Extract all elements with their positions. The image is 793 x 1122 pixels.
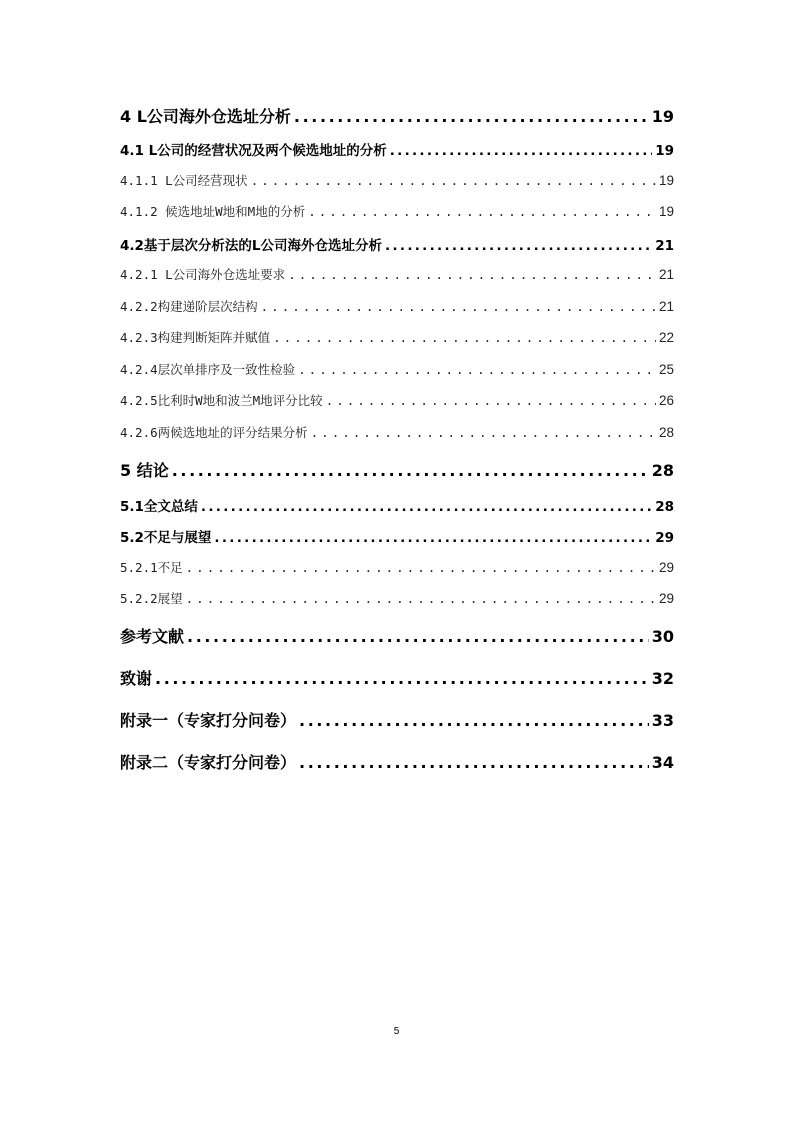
- toc-leader-dots: [390, 143, 652, 159]
- toc-entry-page: 32: [651, 669, 674, 688]
- toc-leader-dots: [308, 204, 656, 219]
- toc-entry-section-5-2-2[interactable]: [120, 589, 674, 610]
- toc-entry-title: 4.2.5比利时W地和波兰M地评分比较: [120, 393, 323, 408]
- toc-entry-acknowledgements[interactable]: [120, 666, 674, 691]
- toc-entry-page: 29: [658, 591, 674, 606]
- toc-entry-page: 28: [651, 460, 674, 480]
- toc-entry-section-5-2-1[interactable]: [120, 558, 674, 579]
- toc-entry-title: 4.2.2构建递阶层次结构: [120, 298, 258, 314]
- toc-entry-section-4-1-1[interactable]: [120, 171, 674, 192]
- toc-entry-page: 19: [658, 204, 674, 219]
- toc-leader-dots: [288, 267, 656, 282]
- toc-entry-section-4-2-2[interactable]: [120, 297, 674, 318]
- toc-leader-dots: [214, 530, 652, 546]
- toc-entry-page: 19: [655, 143, 674, 159]
- toc-leader-dots: [299, 711, 649, 730]
- toc-entry-title: 4.1.1 L公司经营现状: [120, 172, 248, 188]
- page-number: 5: [393, 1026, 400, 1037]
- toc-entry-title: 致谢: [120, 669, 153, 688]
- toc-entry-title: 附录一（专家打分问卷）: [120, 711, 297, 730]
- toc-entry-page: 28: [658, 424, 674, 440]
- toc-entry-title: 5 结论: [120, 460, 169, 480]
- toc-entry-chapter-5[interactable]: [120, 458, 674, 483]
- toc-leader-dots: [385, 238, 652, 254]
- toc-entry-appendix-1[interactable]: [120, 708, 674, 733]
- toc-entry-title: 附录二（专家打分问卷）: [120, 753, 297, 772]
- toc-leader-dots: [172, 461, 649, 480]
- toc-leader-dots: [273, 330, 656, 345]
- toc-entry-page: 30: [651, 627, 674, 646]
- toc-entry-title: 4.1 L公司的经营状况及两个候选地址的分析: [120, 143, 387, 159]
- toc-entry-chapter-4[interactable]: [120, 104, 674, 129]
- toc-entry-appendix-2[interactable]: [120, 750, 674, 775]
- toc-entry-title: 4.2.4层次单排序及一致性检验: [120, 361, 296, 377]
- toc-entry-title: 5.2.1不足: [120, 559, 183, 575]
- toc-entry-page: 19: [651, 107, 674, 126]
- toc-entry-section-5-1[interactable]: [120, 495, 674, 516]
- toc-entry-section-4-1-2[interactable]: [120, 202, 674, 223]
- toc-entry-title: 参考文献: [120, 627, 185, 646]
- toc-leader-dots: [186, 560, 656, 575]
- toc-leader-dots: [311, 425, 656, 440]
- toc-entry-page: 25: [658, 361, 674, 377]
- toc-entry-section-4-2[interactable]: [120, 234, 674, 255]
- toc-entry-page: 34: [651, 753, 674, 772]
- toc-entry-section-4-2-6[interactable]: [120, 423, 674, 444]
- table-of-contents: [120, 104, 674, 792]
- toc-leader-dots: [186, 591, 656, 606]
- toc-entry-title: 4.2.1 L公司海外仓选址要求: [120, 267, 286, 282]
- toc-entry-page: 33: [651, 711, 674, 730]
- toc-entry-page: 21: [658, 267, 674, 282]
- toc-leader-dots: [187, 627, 649, 646]
- toc-leader-dots: [155, 669, 649, 688]
- toc-leader-dots: [326, 393, 656, 408]
- toc-entry-title: 4.2基于层次分析法的L公司海外仓选址分析: [120, 237, 383, 254]
- toc-entry-section-4-2-1[interactable]: [120, 265, 674, 286]
- toc-entry-page: 19: [658, 172, 674, 188]
- toc-entry-title: 4.2.6两候选地址的评分结果分析: [120, 424, 308, 440]
- toc-entry-title: 5.2.2展望: [120, 591, 183, 606]
- toc-entry-title: 4.1.2 候选地址W地和M地的分析: [120, 204, 306, 219]
- toc-entry-section-5-2[interactable]: [120, 526, 674, 547]
- toc-entry-page: 29: [655, 530, 674, 546]
- toc-entry-page: 21: [655, 237, 674, 254]
- toc-entry-page: 26: [658, 393, 674, 408]
- toc-entry-title: 4.2.3构建判断矩阵并赋值: [120, 330, 271, 345]
- toc-leader-dots: [299, 753, 649, 772]
- toc-leader-dots: [201, 499, 652, 515]
- toc-entry-section-4-2-5[interactable]: [120, 391, 674, 412]
- toc-entry-references[interactable]: [120, 624, 674, 649]
- toc-entry-title: 4 L公司海外仓选址分析: [120, 107, 291, 126]
- toc-entry-page: 21: [658, 298, 674, 314]
- toc-leader-dots: [294, 107, 649, 126]
- toc-leader-dots: [298, 362, 656, 377]
- toc-entry-section-4-2-4[interactable]: [120, 360, 674, 381]
- toc-entry-section-4-1[interactable]: [120, 139, 674, 160]
- toc-entry-page: 29: [658, 559, 674, 575]
- toc-entry-page: 22: [658, 330, 674, 345]
- toc-leader-dots: [251, 173, 656, 188]
- toc-leader-dots: [261, 299, 656, 314]
- toc-entry-page: 28: [655, 498, 674, 515]
- toc-entry-section-4-2-3[interactable]: [120, 328, 674, 349]
- toc-entry-title: 5.1全文总结: [120, 498, 198, 515]
- toc-entry-title: 5.2不足与展望: [120, 530, 212, 546]
